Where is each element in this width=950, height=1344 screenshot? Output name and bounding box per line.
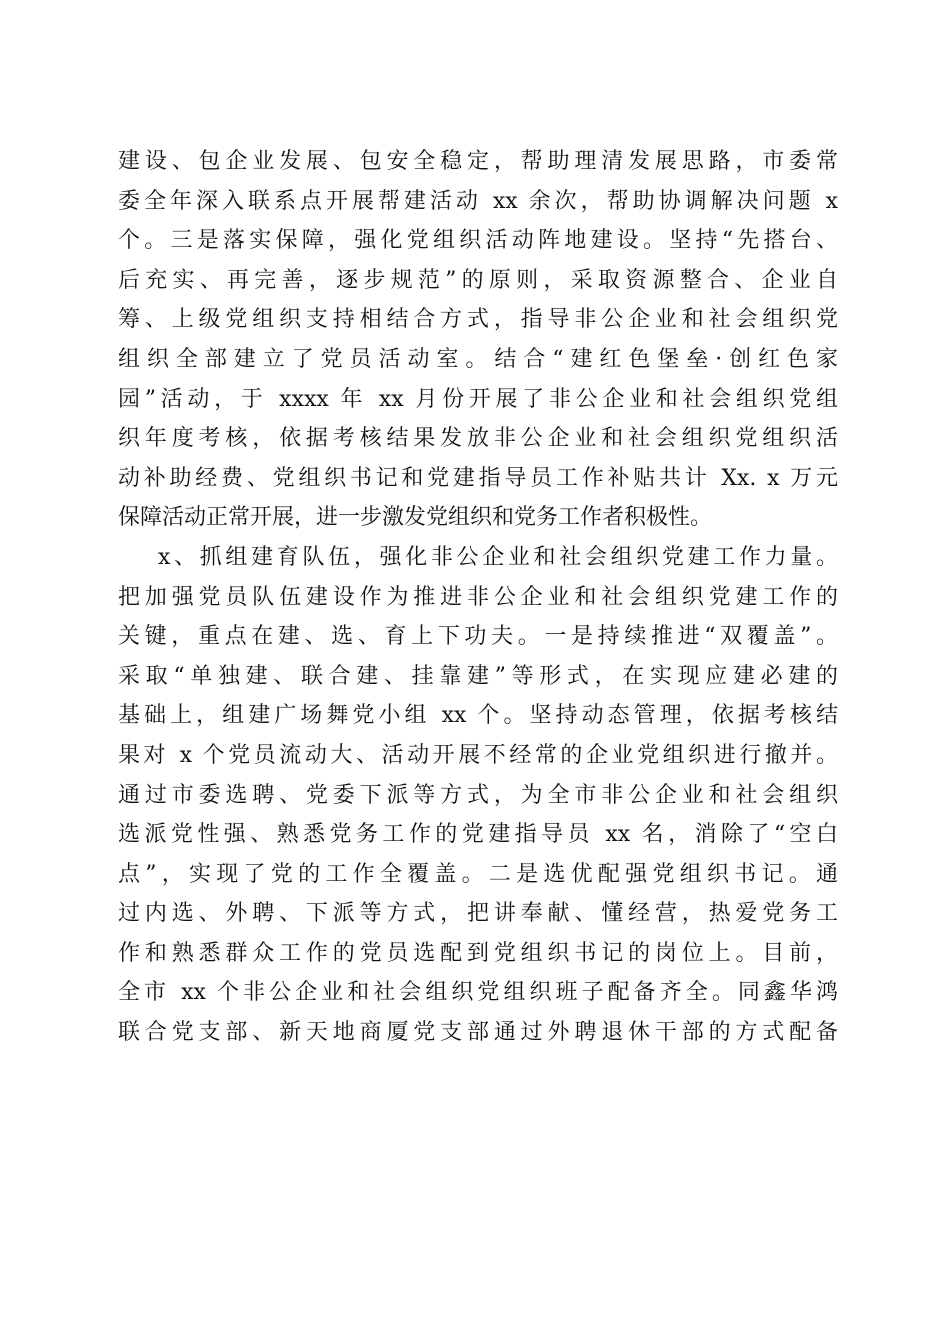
text-line: 基础上，组建广场舞党小组 xx 个。坚持动态管理，依据考核结 [118,703,838,729]
text-line: 动补助经费、党组织书记和党建指导员工作补贴共计 Xx. x 万元 [118,465,838,491]
text-line: 点”，实现了党的工作全覆盖。二是选优配强党组织书记。通 [118,861,838,887]
text-line: 园”活动，于 xxxx 年 xx 月份开展了非公企业和社会组织党组 [118,386,838,412]
text-line: 织年度考核，依据考核结果发放非公企业和社会组织党组织活 [118,426,838,452]
text-line: 果对 x 个党员流动大、活动开展不经常的企业党组织进行撤并。 [118,742,838,768]
text-line: 选派党性强、熟悉党务工作的党建指导员 xx 名，消除了“空白 [118,822,838,848]
text-line: 作和熟悉群众工作的党员选配到党组织书记的岗位上。目前， [118,940,838,966]
text-line: 个。三是落实保障，强化党组织活动阵地建设。坚持“先搭台、 [118,228,838,254]
text-line: 组织全部建立了党员活动室。结合“建红色堡垒·创红色家 [118,346,838,372]
document-body [118,142,838,1053]
text-line: 联合党支部、新天地商厦党支部通过外聘退休干部的方式配备 [118,1020,838,1046]
text-line: 后充实、再完善，逐步规范”的原则，采取资源整合、企业自 [118,267,838,293]
text-line: 委全年深入联系点开展帮建活动 xx 余次，帮助协调解决问题 x [118,188,838,214]
text-line: 筹、上级党组织支持相结合方式，指导非公企业和社会组织党 [118,307,838,333]
text-line: 过内选、外聘、下派等方式，把讲奉献、懂经营，热爱党务工 [118,901,838,927]
text-line: 关键，重点在建、选、育上下功夫。一是持续推进“双覆盖”。 [118,624,838,650]
text-line: 全市 xx 个非公企业和社会组织党组织班子配备齐全。同鑫华鸿 [118,980,838,1006]
text-line: 保障活动正常开展，进一步激发党组织和党务工作者积极性。 [118,505,713,531]
text-line: 通过市委选聘、党委下派等方式，为全市非公企业和社会组织 [118,782,838,808]
text-line: x、抓组建育队伍，强化非公企业和社会组织党建工作力量。 [158,544,838,570]
paragraph-1 [118,142,838,538]
text-line: 把加强党员队伍建设作为推进非公企业和社会组织党建工作的 [118,584,838,610]
paragraph-2 [118,538,838,1053]
text-line: 采取“单独建、联合建、挂靠建”等形式，在实现应建必建的 [118,663,838,689]
text-line: 建设、包企业发展、包安全稳定，帮助理清发展思路，市委常 [118,149,838,174]
